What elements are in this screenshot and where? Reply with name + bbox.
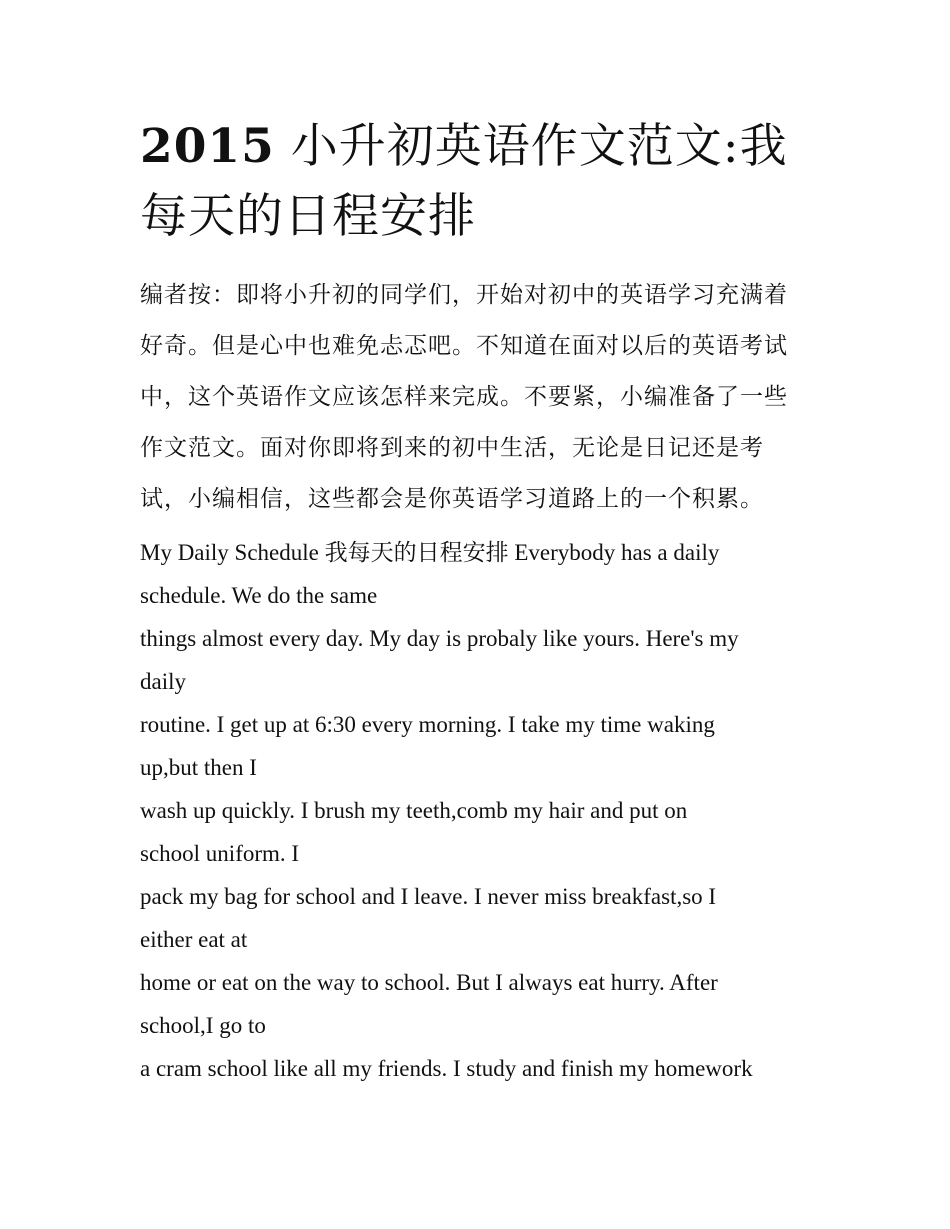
essay-line: school,I go to	[140, 1013, 266, 1038]
essay-line: daily	[140, 669, 186, 694]
editor-note-line: 编者按：即将小升初的同学们，开始对初中的英语学习充满着	[140, 282, 788, 308]
title-year: 2015	[140, 119, 275, 174]
essay-line: things almost every day. My day is probaly like yours. Here's my	[140, 626, 739, 651]
editor-note-line: 中，这个英语作文应该怎样来完成。不要紧，小编准备了一些	[140, 384, 788, 410]
editor-note-line: 作文范文。面对你即将到来的初中生活，无论是日记还是考	[140, 435, 764, 461]
essay-line: home or eat on the way to school. But I always eat hurry. After	[140, 970, 718, 995]
essay-line: wash up quickly. I brush my teeth,comb my hair and put on	[140, 798, 688, 823]
essay-line: a cram school like all my friends. I study and finish my homework	[140, 1056, 753, 1081]
title-text: 小升初英语作文范文:我每天的日程安排	[140, 119, 788, 244]
essay-line: schedule. We do the same	[140, 583, 378, 608]
editor-note-line: 试，小编相信，这些都会是你英语学习道路上的一个积累。	[140, 486, 764, 512]
essay-line: My Daily Schedule 我每天的日程安排 Everybody has a daily	[140, 540, 720, 565]
document-page	[140, 112, 820, 1090]
editor-note	[140, 270, 820, 525]
essay-line: routine. I get up at 6:30 every morning. I take my time waking	[140, 712, 715, 737]
essay-line: school uniform. I	[140, 841, 300, 866]
essay-line: up,but then I	[140, 755, 257, 780]
editor-note-line: 好奇。但是心中也难免忐忑吧。不知道在面对以后的英语考试	[140, 333, 788, 359]
document-title	[140, 112, 820, 252]
essay-line: pack my bag for school and I leave. I never miss breakfast,so I	[140, 884, 717, 909]
essay-line: either eat at	[140, 927, 248, 952]
essay-body	[140, 531, 820, 1090]
